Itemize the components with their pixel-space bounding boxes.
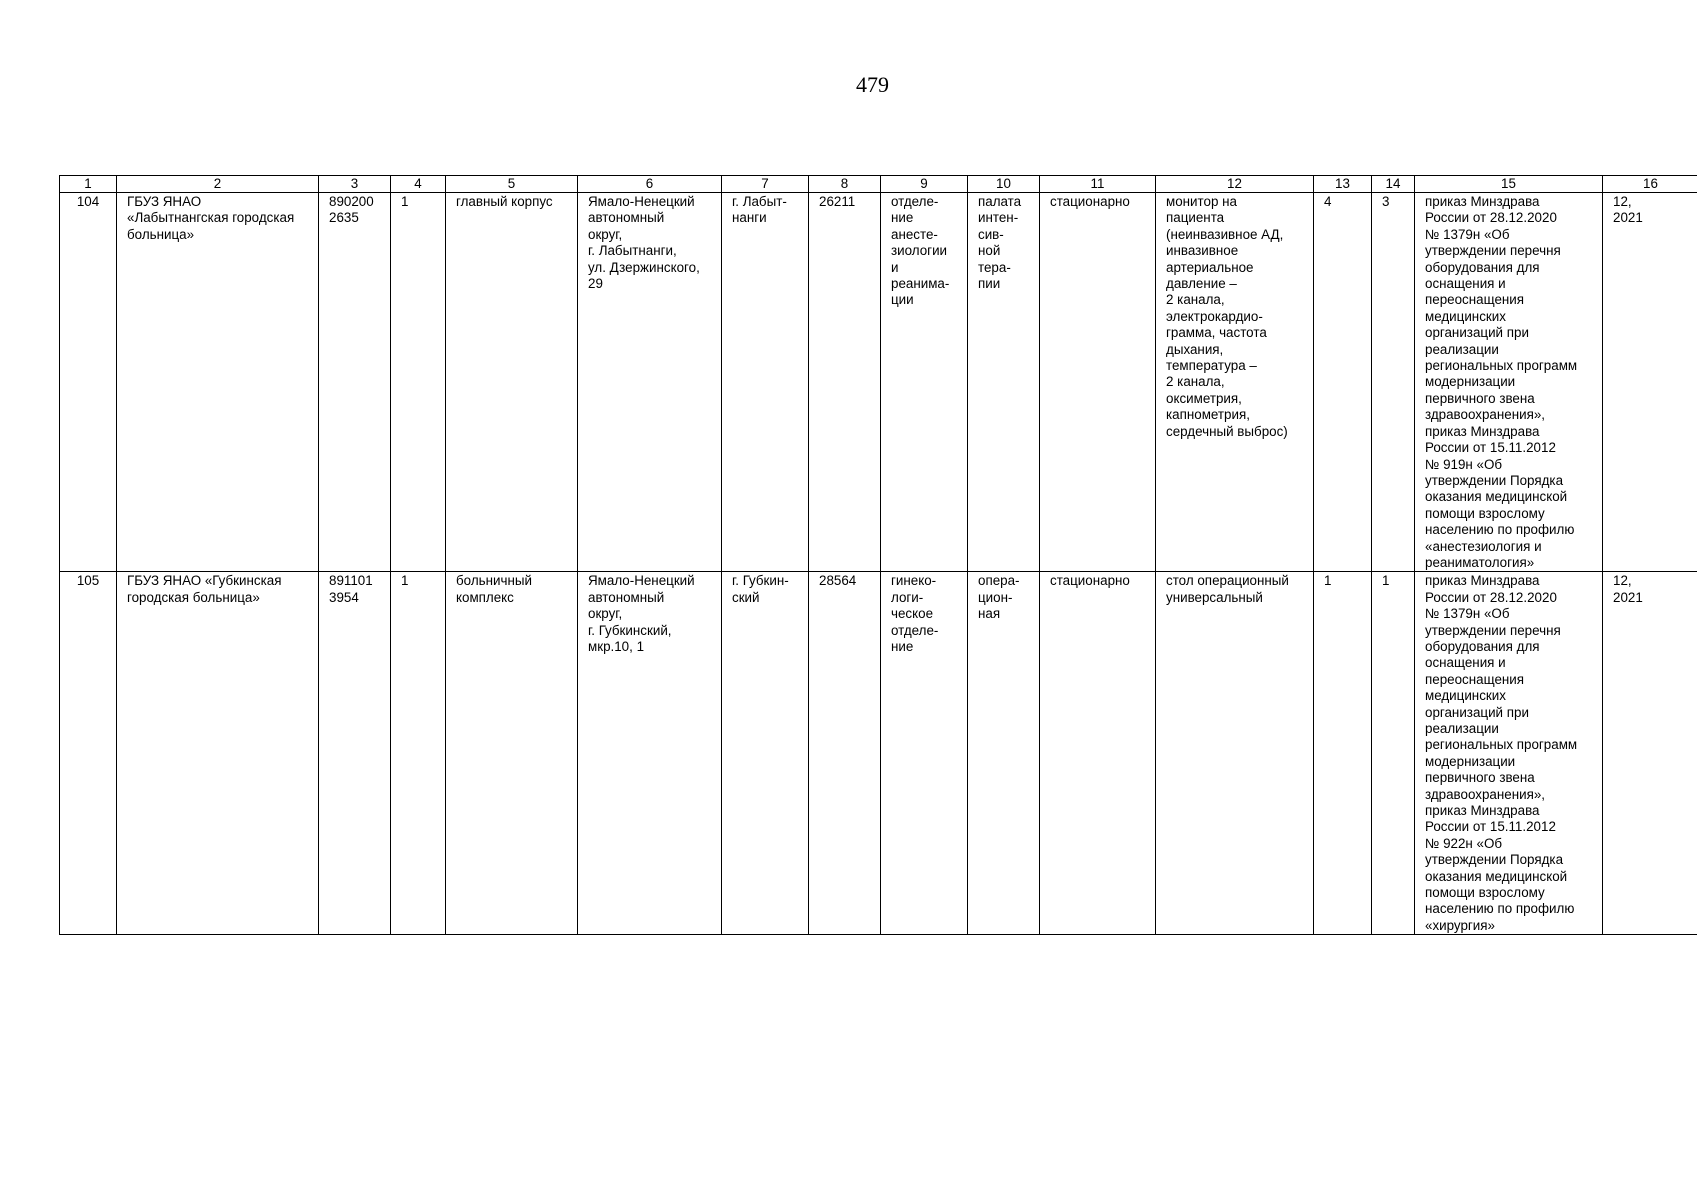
header-cell: 14 <box>1372 176 1415 193</box>
header-cell: 15 <box>1415 176 1603 193</box>
row-number: 105 <box>60 572 117 935</box>
page-number: 479 <box>856 72 889 97</box>
header-cell: 10 <box>968 176 1040 193</box>
locality: г. Лабыт- нанги <box>722 193 809 572</box>
header-cell: 16 <box>1603 176 1697 193</box>
header-cell: 4 <box>391 176 446 193</box>
equipment-name: стол операционный универсальный <box>1156 572 1314 935</box>
inn-code: 891101 3954 <box>319 572 391 935</box>
room: опера- цион- ная <box>968 572 1040 935</box>
cell-col-8: 28564 <box>809 572 881 935</box>
header-cell: 2 <box>117 176 319 193</box>
header-cell: 3 <box>319 176 391 193</box>
legal-basis: приказ Минздрава России от 28.12.2020 № 1379н «Об утверждении перечня оборудования для оснащения и переоснащения медицинских организаций при реализации региональных программ модернизации первичного звена здравоохранения», приказ Минздрава России от 15.11.2012 № 922н «Об утверждении Порядка оказания медицинской помощи взрослому населению по профилю «хирургия» <box>1415 572 1603 935</box>
table-row <box>60 572 1697 935</box>
cell-col-14: 3 <box>1372 193 1415 572</box>
cell-col-8: 26211 <box>809 193 881 572</box>
header-cell: 1 <box>60 176 117 193</box>
department: гинеко- логи- ческое отделе- ние <box>881 572 968 935</box>
header-cell: 12 <box>1156 176 1314 193</box>
room: палата интен- сив- ной тера- пии <box>968 193 1040 572</box>
cell-col-13: 1 <box>1314 572 1372 935</box>
equipment-name: монитор на пациента (неинвазивное АД, инвазивное артериальное давление – 2 канала, электрокардио- грамма, частота дыхания, температура – 2 канала, оксиметрия, капнометрия, сердечный выброс) <box>1156 193 1314 572</box>
header-cell: 5 <box>446 176 578 193</box>
building-name: главный корпус <box>446 193 578 572</box>
cell-col-13: 4 <box>1314 193 1372 572</box>
organization-name: ГБУЗ ЯНАО «Губкинская городская больница» <box>117 572 319 935</box>
header-cell: 7 <box>722 176 809 193</box>
cell-col-16: 12, 2021 <box>1603 193 1697 572</box>
department: отделе- ние анесте- зиологии и реанима- ции <box>881 193 968 572</box>
address: Ямало-Ненецкий автономный округ, г. Губкинский, мкр.10, 1 <box>578 572 722 935</box>
care-conditions: стационарно <box>1040 193 1156 572</box>
header-cell: 11 <box>1040 176 1156 193</box>
building-name: больничный комплекс <box>446 572 578 935</box>
care-conditions: стационарно <box>1040 572 1156 935</box>
table-header-row <box>60 176 1697 193</box>
cell-col-4: 1 <box>391 572 446 935</box>
legal-basis: приказ Минздрава России от 28.12.2020 № 1379н «Об утверждении перечня оборудования для оснащения и переоснащения медицинских организаций при реализации региональных программ модернизации первичного звена здравоохранения», приказ Минздрава России от 15.11.2012 № 919н «Об утверждении Порядка оказания медицинской помощи взрослому населению по профилю «анестезиология и реаниматология» <box>1415 193 1603 572</box>
header-cell: 13 <box>1314 176 1372 193</box>
organization-name: ГБУЗ ЯНАО «Лабытнангская городская больница» <box>117 193 319 572</box>
header-cell: 8 <box>809 176 881 193</box>
equipment-table <box>59 175 1697 935</box>
row-number: 104 <box>60 193 117 572</box>
locality: г. Губкин- ский <box>722 572 809 935</box>
inn-code: 890200 2635 <box>319 193 391 572</box>
cell-col-4: 1 <box>391 193 446 572</box>
header-cell: 9 <box>881 176 968 193</box>
cell-col-16: 12, 2021 <box>1603 572 1697 935</box>
cell-col-14: 1 <box>1372 572 1415 935</box>
table-row <box>60 193 1697 572</box>
header-cell: 6 <box>578 176 722 193</box>
address: Ямало-Ненецкий автономный округ, г. Лабытнанги, ул. Дзержинского, 29 <box>578 193 722 572</box>
